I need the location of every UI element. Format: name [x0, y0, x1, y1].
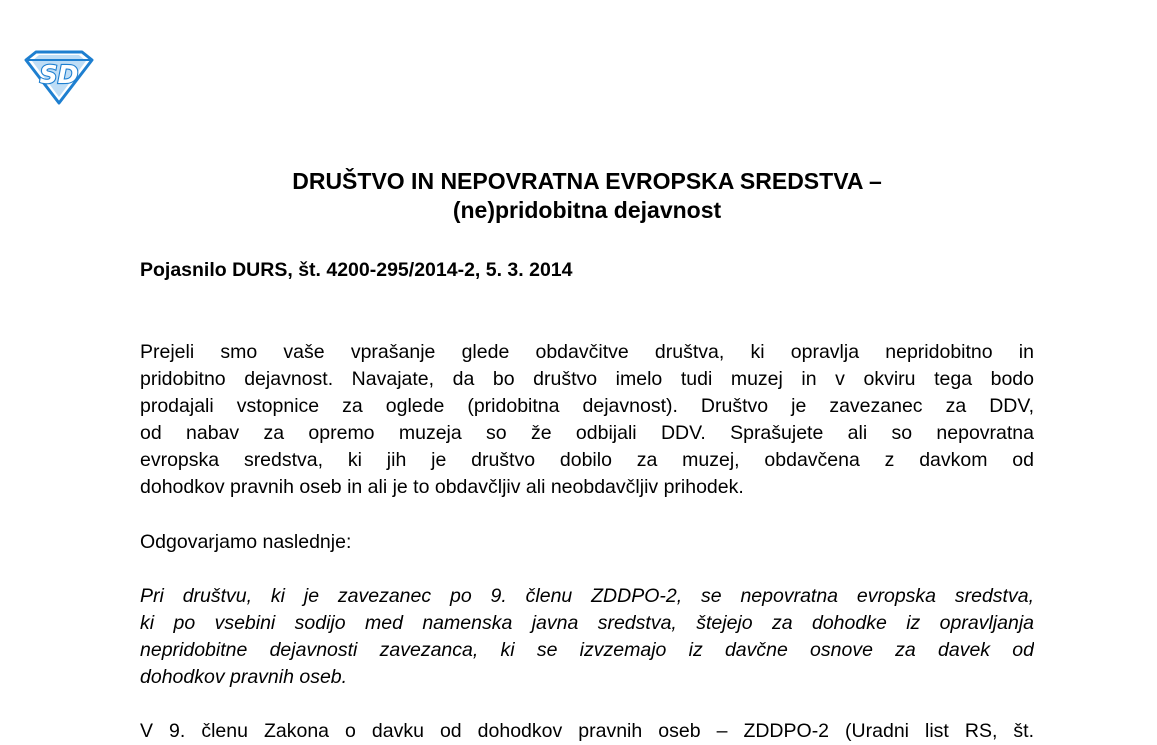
answer-paragraph: [140, 583, 1034, 691]
question-paragraph: [140, 339, 1034, 501]
law-line: V 9. členu Zakona o davku od dohodkov pravnih oseb – ZDDPO-2 (Uradni list RS, št.: [140, 720, 1034, 742]
answer-line: nepridobitne dejavnosti zavezanca, ki se izvzemajo iz davčne osnove za davek od: [140, 639, 1034, 661]
answer-intro-text: Odgovarjamo naslednje:: [140, 531, 352, 553]
question-line: dohodkov pravnih oseb in ali je to obdavčljiv ali neobdavčljiv prihodek.: [140, 476, 744, 498]
answer-line: ki po vsebini sodijo med namenska javna sredstva, štejejo za dohodke iz opravljanja: [140, 612, 1034, 634]
document-title: [140, 167, 1034, 225]
title-line-1: DRUŠTVO IN NEPOVRATNA EVROPSKA SREDSTVA –: [292, 168, 882, 194]
sd-shield-logo-icon: [22, 50, 96, 106]
title-line-2: (ne)pridobitna dejavnost: [452, 197, 722, 223]
law-paragraph: [140, 718, 1034, 745]
reference-line: Pojasnilo DURS, št. 4200-295/2014-2, 5. 3. 2014: [140, 259, 573, 281]
logo-text: SD: [39, 60, 79, 89]
answer-line: Pri društvu, ki je zavezanec po 9. členu ZDDPO-2, se nepovratna evropska sredstva,: [140, 585, 1034, 607]
question-line: prodajali vstopnice za oglede (pridobitna dejavnost). Društvo je zavezanec za DDV,: [140, 395, 1034, 417]
sd-logo: [22, 50, 96, 106]
question-line: pridobitno dejavnost. Navajate, da bo društvo imelo tudi muzej in v okviru tega bodo: [140, 368, 1034, 390]
answer-line: dohodkov pravnih oseb.: [140, 666, 348, 688]
question-line: evropska sredstva, ki jih je društvo dobilo za muzej, obdavčena z davkom od: [140, 449, 1034, 471]
question-line: Prejeli smo vaše vprašanje glede obdavčitve društva, ki opravlja nepridobitno in: [140, 341, 1034, 363]
question-line: od nabav za opremo muzeja so že odbijali DDV. Sprašujete ali so nepovratna: [140, 422, 1034, 444]
answer-intro: [140, 529, 1034, 556]
